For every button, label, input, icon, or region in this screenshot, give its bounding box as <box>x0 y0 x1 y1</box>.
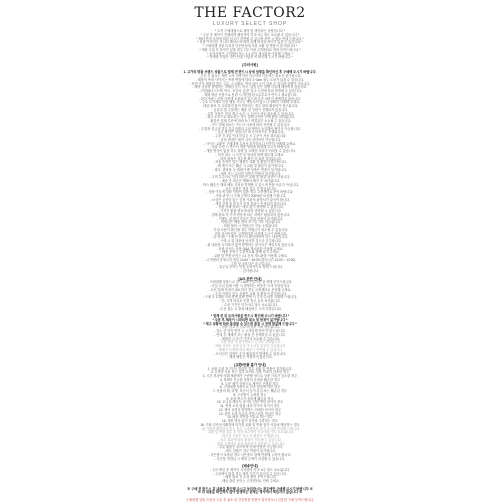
notice-line: - 상품 상세 정보는 예고 없이 변경될 수 있습니다. <box>216 205 284 210</box>
notice-line: - 환불은 결제 수단에 따라 3~7 영업일이 소요될 수 있습니다. <box>208 119 292 123</box>
notice-line: - 사이즈 교환은 구매대행 특성상 불가하오니 신중히 선택해 주세요. <box>203 141 297 146</box>
notice-line: * 문의사항은 고객센터 또는 1:1 문의 게시판을 이용해 주세요 * <box>207 51 293 56</box>
notice-line: - 부분 환불은 불가하며 전체 반품만 가능합니다. <box>217 445 283 450</box>
section-heading: [주의사항] <box>242 62 258 67</box>
notice-line: - 향수, 화장품 등 냄새가 밴 상품은 반품이 불가합니다. <box>212 167 288 172</box>
notice-line: 4. 복제가 가능한 상품의 포장을 훼손한 경우 <box>219 377 281 382</box>
notice-line: - 배송 조회는 송장 등록 후 1~2일 뒤부터 가능합니다. <box>213 344 287 348</box>
notice-line: 3. 시간 경과에 의해 재판매가 곤란할 정도로 상품 가치가 감소한 경우 <box>202 374 298 378</box>
notice-line: - 옵션 변경은 제작 시작 전까지만 가능합니다. <box>218 137 282 142</box>
notice-line: - 단, 고객 과실로 인한 경우 유상 처리됩니다. <box>219 299 281 303</box>
notice-line: 11. 측정 오차 범위 내의 사이즈 차이의 경우 <box>220 404 280 408</box>
section-heading: [배송안내] <box>242 464 258 468</box>
notice-line: - 주문량이 많을 경우 제작 기간이 길어질 수 있습니다. <box>213 471 287 476</box>
notice-line: - 수선 접수 시 왕복 배송비는 고객 부담입니다. <box>218 306 282 311</box>
notice-line: - 천연 가죽 제품의 경우 주름, 스크래치, 색상 차이 등이 있을 수 있으며 불량이 아닙니다. <box>189 81 311 86</box>
notice-line: - 개인 감정 및 비공식 감정 결과는 인정되지 않습니다. <box>213 201 287 206</box>
notice-line: ※ 구매 전 반드시 위 내용을 확인해 주시고 동의하시는 경우에만 구매해 주시기 바랍니다 ※ <box>187 486 313 491</box>
notice-line: - 수선 기간은 약 2~3주 정도 소요됩니다. <box>222 302 278 307</box>
notice-line: 2. 고객의 사용 또는 일부 소비로 상품 가치가 감소한 경우 <box>210 370 290 375</box>
notice-line: - 배송 중 파손은 택배사 확인 후 처리됩니다. <box>219 179 281 183</box>
notice-line: 14. 배송 지연을 이유로 하는 경우 <box>227 415 273 420</box>
notice-line: - 고객센터 운영시간 평일 10:00 ~ 18:00 (점심시간 12:00 ~ 13:00) <box>204 257 296 262</box>
notice-line: 16. 기타 전자상거래법에 의거한 교환 및 반품 불가 사유에 해당하는 경우 <box>200 422 300 427</box>
notice-line: - 주문 확인 후 제작이 시작되며 약 2~4주 정도 소요됩니다. <box>210 467 290 472</box>
notice-content <box>0 30 500 503</box>
notice-line: * 상품 이미지는 모니터 해상도에 따라 실제 색상과 차이가 있을 수 있습니다 * <box>197 40 303 45</box>
notice-line: 8. 구성품이 누락된 경우 <box>233 392 267 397</box>
notice-line: 6. 구매대행 상품으로 단순 변심에 의한 경우 <box>219 385 281 390</box>
notice-line: * 제품 수령 후 하자가 있을 경우 7일 이내 고객센터로 연락 부탁드립니다 * <box>199 47 301 52</box>
notice-line: - 구매 시 위 내용에 동의한 것으로 간주합니다. <box>218 239 282 243</box>
notice-line: ※ 위 내용을 확인하지 않아 발생하는 문제는 당사에서 책임지지 않습니다 ※ <box>197 490 303 495</box>
notice-line: - 검수 중 하자 발견 시 고객님께 먼저 안내 드립니다. <box>214 329 286 333</box>
notice-line: - 환불 금액에서 왕복 배송비가 차감될 수 있습니다. <box>215 441 285 446</box>
notice-line: - 무통장 입금의 경우 입금자명과 주문자명이 동일해야 확인이 가능합니다. <box>199 126 301 131</box>
brand-subtitle: LUXURY SELECT SHOP <box>212 21 288 27</box>
notice-line: - 구성품(더스트백, 박스, 보증서 등)은 입고 시점에 따라 변경될 수 있습니다. <box>198 89 302 93</box>
notice-line: 7. 상품의 택, 라벨, 보증서 등이 분실 또는 훼손된 경우 <box>213 389 287 393</box>
notice-line: - 교환 및 반품 접수 후 상품 회수까지 약 3~5일 정도 소요됩니다. <box>206 430 294 435</box>
notice-line: 구매대행 상품 특성상 주문 후 취소 및 단순변심 반품이 불가하오니 신중한 구매 부탁드립니다. <box>185 497 315 502</box>
notice-line: - 제작 공정상 발생하는 미세한 본드 자국, 실밥 등은 불량 사유에 해당하지 않습니다. <box>192 85 308 90</box>
notice-line: 10. 모니터 해상도 차이로 인한 색상 차이의 경우 <box>216 400 284 405</box>
notice-line: - 사은품 미반납 시 해당 금액이 차감될 수 있습니다. <box>214 456 286 461</box>
notice-line: - 개봉 영상이 없을 경우 불량 및 오배송 처리가 어려울 수 있습니다. <box>204 149 296 153</box>
notice-line: 1. 고가의 명품 브랜드 상품으로 결제 전 반드시 상세 설명을 확인하신 후 구매해 주시기 바랍니다. <box>183 70 317 75</box>
notice-line: - 고객 부주의로 인한 파손은 교환 및 환불 대상이 아닙니다. <box>209 175 291 180</box>
notice-line: - 재고 소진으로 취소되는 경우 결제 금액은 전액 환불 처리됩니다. <box>205 115 295 120</box>
notice-line: - 도서산간 지역은 추가 배송비가 발생할 수 있습니다. <box>213 351 287 356</box>
notice-line: - 정품 여부에 대한 의심이 있을 경우 고객센터로 문의 바랍니다. <box>206 190 294 195</box>
notice-line: - 기타 문의사항은 고객센터를 이용해 주시기 바랍니다. <box>212 231 288 236</box>
notice-line: - 적립금은 배송 완료 후 7일 이후 지급됩니다. <box>218 220 282 225</box>
notice-line: - 모든 상품은 정품 검수 후 발송됩니다. <box>223 186 277 191</box>
notice-line: - 사설 수선 업체 이용 시 발생하는 비용은 고객 부담입니다. <box>209 284 291 288</box>
notice-line: * 구매대행 상품 특성상 단순변심에 의한 교환 및 반품이 불가합니다 * <box>202 44 298 48</box>
notice-line: - 하자 접수 시 사진 및 영상을 함께 첨부해 주세요. <box>215 152 285 157</box>
notice-line: - 상품 문의는 상품 Q&A 게시판을 이용해 주세요. <box>216 246 284 251</box>
notice-line: - 이벤트 및 할인 쿠폰은 중복 적용이 불가합니다. <box>216 216 284 221</box>
notice-line: - 카드 결제 취소는 카드사 사정에 따라 지연될 수 있습니다. <box>209 122 291 127</box>
notice-line: * 오직 구매대행으로 제작 및 생산되는 상품입니다 * <box>214 29 286 33</box>
notice-line: - 배송 완료 후 수령 확인 부탁드립니다. <box>223 475 277 480</box>
notice-line: - 재제작 시 추가 기간이 소요될 수 있습니다. <box>219 336 281 341</box>
notice-line: - 보상은 공신력 있는 감정 기관의 판정서가 있어야 합니다. <box>210 197 290 202</box>
notice-line: - 택배사 사정에 따라 배송이 지연될 수 있습니다. <box>216 347 284 352</box>
notice-line: 12. 제작 공정상 발생하는 미세한 차이의 경우 <box>218 407 282 412</box>
notice-line: - 위 내용을 숙지하지 않아 발생하는 불이익은 책임지지 않습니다. <box>205 242 295 247</box>
notice-line: * 재고 상황에 따라 품절될 수 있으며 품절 시 전액 환불해 드립니다 * <box>203 321 297 326</box>
notice-line: - 휴무일 문의는 익일 순차적으로 답변 드립니다. <box>217 265 283 270</box>
notice-line: - 회원 탈퇴 시 적립금은 자동 소멸됩니다. <box>221 224 279 228</box>
notice-line: - 구매 후 1개월 이내 봉제 불량 발생 시 무상 수선을 지원해 드립니다. <box>202 295 298 300</box>
notice-line: * 주문 후 제작이 진행되며 배송까지 약 2~4주 정도 소요될 수 있습니다 * <box>200 32 300 37</box>
notice-line: - 본 안내는 구매 전 반드시 확인하셔야 하는 내용입니다. <box>211 235 289 240</box>
notice-line: - 해외 배송 상품으로 통관 시 개인통관고유부호가 반드시 필요합니다. <box>202 92 298 97</box>
notice-line: * 자세한 사항은 하단 안내 사항을 꼭 확인해 주시기 바랍니다 * <box>207 55 293 60</box>
notice-line: - 배송 완료 후 수령하지 않아 반송되는 경우 왕복 배송비가 청구됩니다. <box>201 104 299 108</box>
notice-line: - 상품 수령 시 반드시 개봉 영상을 촬영해 주시기 바랍니다. <box>209 145 291 150</box>
notice-line: - 감사합니다. <box>240 269 260 273</box>
notice-line: - 안내 후 재제작 또는 환불 중 선택하실 수 있습니다. <box>214 332 286 337</box>
notice-line: - 착용 흔적이 있는 제품은 교환 및 환불이 불가합니다. <box>213 160 287 165</box>
notice-line: - 택 제거 또는 훼손 시 교환 및 환불이 불가합니다. <box>215 164 285 168</box>
notice-line: - 제품의 측정 사이즈는 측정 방법에 따라 1~3cm 정도 오차가 있을 수 있습니다. <box>195 77 305 82</box>
notice-line: - 사은품이 포함된 경우 사은품도 함께 반품해 주셔야 합니다. <box>208 452 292 457</box>
notice-line: - 상품 입고 후 검수 과정을 거쳐 발송됩니다. <box>219 325 281 330</box>
notice-line: - 회수된 상품은 검수 후 환불이 진행됩니다. <box>220 434 280 438</box>
notice-line: - 일부 상품은 현지 재고 소진 시 주문이 자동 취소될 수 있습니다. <box>205 111 295 116</box>
notice-line: - 결제 완료 후 가격 변동에 따른 차액은 환불되지 않습니다. <box>209 212 291 217</box>
notice-line: 13. 천연 소재 특유의 자연스러운 현상인 경우 <box>218 411 282 416</box>
notice-line: - 세탁 또는 수선한 상품은 반품이 불가합니다. <box>218 171 282 176</box>
notice-line: - 주말 및 공휴일은 휴무입니다. <box>228 261 272 266</box>
notice-line: * 주문 후 제작이 시작되면 취소 및 변경이 불가합니다 * <box>212 317 288 322</box>
notice-line: - 배송 관련 문의는 고객센터로 연락 주세요. <box>220 479 280 483</box>
notice-line: * 결제 전 위 주의사항을 반드시 확인해 주시기 바랍니다 * <box>210 314 290 318</box>
notice-line: - 하자 판정은 검수팀 확인 후 최종 결정됩니다. <box>218 156 282 161</box>
notice-line: 15. 개봉 영상 없이 하자를 주장하는 경우 <box>222 419 278 423</box>
notice-line: - 상품 발송 후 송장번호는 문자로 안내됩니다. <box>218 340 282 345</box>
notice-line: - 검수 결과에 따라 환불이 거부될 수 있습니다. <box>218 437 282 442</box>
notice-line: - 입금 확인은 영업시간 내 순차적으로 진행됩니다. <box>215 130 285 135</box>
notice-line: - 배송 문의는 주문번호와 함께 남겨 주세요. <box>220 250 280 255</box>
notice-line: - 교환 및 반품 문의는 1:1 문의 게시판을 이용해 주세요. <box>212 254 288 258</box>
section-heading: [A/S 관련 안내] <box>238 276 262 281</box>
notice-line: - 주소 오기재로 인한 배송 사고는 책임지지 않으니 정확히 기재해 주세요. <box>199 100 301 105</box>
notice-line: - 박스 훼손은 해외 배송 특성상 발생할 수 있으며 반품 사유가 아닙니다. <box>201 182 299 187</box>
notice-line: - 세트 상품은 일부 반품이 불가합니다. <box>223 449 277 453</box>
notice-line: - 공휴일 및 주말에는 배송 및 상담이 진행되지 않습니다. <box>211 107 289 112</box>
notice-line: - 수선 업체 안내가 필요하신 경우 고객센터로 문의해 주세요. <box>208 287 292 292</box>
brand-header <box>0 0 500 28</box>
notice-line: - 주문 후 취소는 제작 시작 전까지만 가능하며 이후에는 취소가 불가합니다. <box>198 74 302 78</box>
notice-line: 9. 포장 박스가 심하게 훼손된 경우 <box>226 396 274 401</box>
notice-line: - 가격은 환율 변동에 따라 변경될 수 있습니다. <box>218 209 282 213</box>
notice-line: - 수선 이력이 있는 상품은 교환 및 환불이 불가합니다. <box>213 291 287 296</box>
brand-title: THE FACTOR2 <box>194 5 306 21</box>
notice-line: - 주문 후 3일 이내 미입금 시 주문이 자동 취소됩니다. <box>213 134 287 138</box>
notice-line: - 해외 배송은 지원하지 않습니다. <box>227 355 273 360</box>
section-heading: [교환/반품 불가 안내] <box>234 362 266 367</box>
notice-line: * 해외 현지 사정에 따라 입고가 지연될 수 있으며 지연 시 별도 안내 드립니다 * <box>196 36 304 41</box>
notice-line: - 부정 사용이 확인될 경우 적립금이 회수될 수 있습니다. <box>211 227 289 232</box>
notice-line: - 구매대행 상품으로 공식 A/S가 불가한 점 양해 부탁드립니다. <box>207 280 293 285</box>
notice-line: 1. 상품 수령 후 7일이 경과한 경우 교환 및 반품이 불가합니다. <box>207 366 293 371</box>
notice-line: - 가품 판정 시 구매 금액의 200%를 보상해 드립니다. <box>213 194 287 198</box>
notice-line: 5. 주문 제작 상품으로 제작이 진행된 경우 <box>221 381 279 386</box>
notice-line: - 위 사항에 해당하지 않는 경우 고객센터로 문의 주시면 안내해 드립니다. <box>199 426 301 431</box>
notice-line: - 관부가세는 상품 가격에 포함되어 있으며 추가 비용이 발생하지 않습니다. <box>198 96 302 101</box>
